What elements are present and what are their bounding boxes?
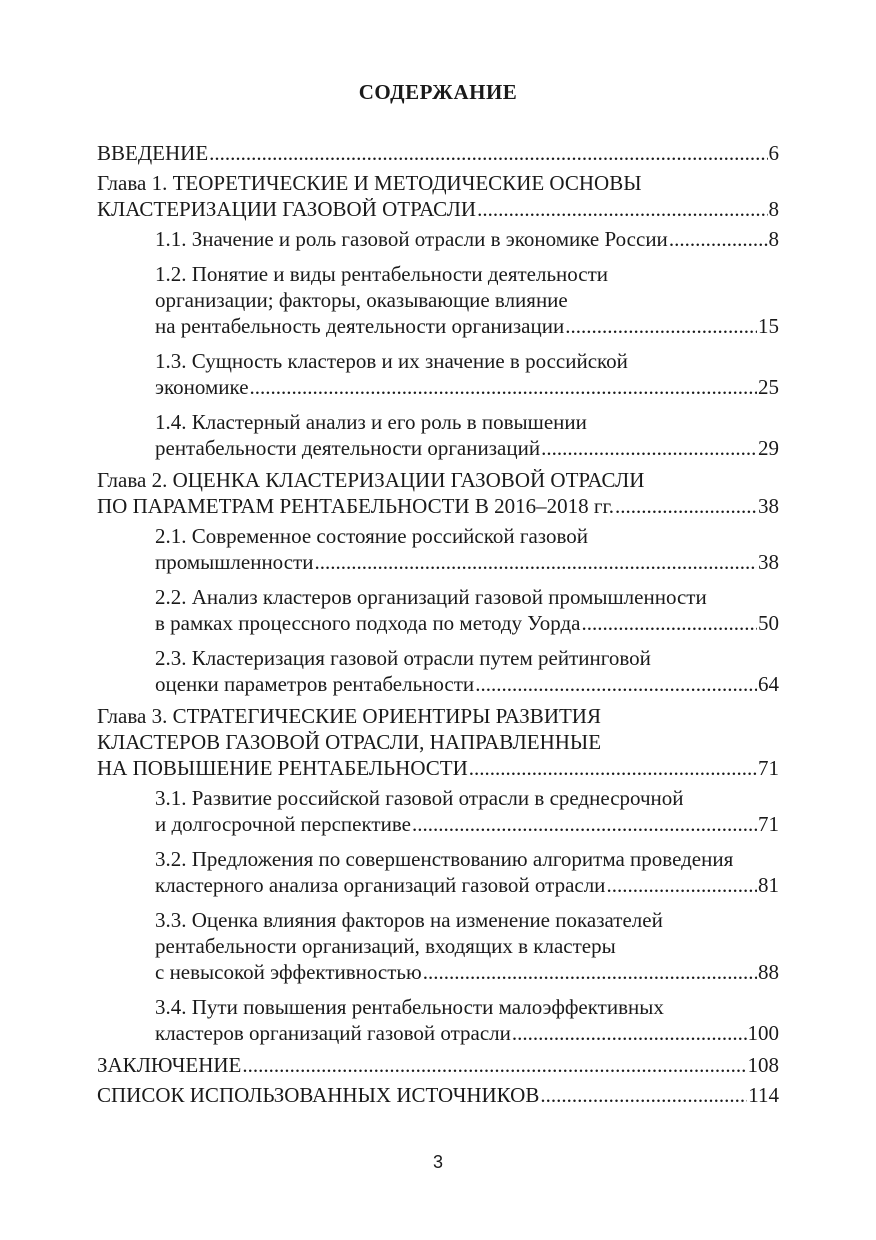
toc-entry-line: с невысокой эффективностью: [155, 960, 422, 984]
toc-page-number: 38: [758, 550, 779, 574]
toc-entry-line: ВВЕДЕНИЕ: [97, 141, 209, 165]
toc-entry-final-line: [97, 493, 779, 519]
toc-chapter-entry: [97, 170, 779, 222]
toc-entry-line: 3.3. Оценка влияния факторов на изменение показателей: [155, 908, 663, 932]
toc-entry-final-line: [155, 959, 779, 985]
dot-leader: [512, 1020, 747, 1046]
toc-page-number: 29: [758, 436, 779, 460]
toc-entry-line: 3.2. Предложения по совершенствованию алгоритма проведения: [155, 847, 734, 871]
toc-entry-line: 2.1. Современное состояние российской газовой: [155, 524, 588, 548]
toc-entry-line: организации; факторы, оказывающие влияние: [155, 288, 568, 312]
toc-entry-line: кластерного анализа организаций газовой отрасли: [155, 873, 606, 897]
toc-section-entry: [97, 226, 779, 252]
toc-entry-line: 2.3. Кластеризация газовой отрасли путем рейтинговой: [155, 646, 651, 670]
dot-leader: [412, 811, 757, 837]
toc-entry-final-line: [155, 549, 779, 575]
toc-section-entry: [97, 261, 779, 339]
toc-entry-line: рентабельности организаций, входящих в кластеры: [155, 934, 616, 958]
toc-section-entry: [97, 994, 779, 1046]
toc-chapter-entry: [97, 1082, 779, 1108]
toc-entry-line: 3.4. Пути повышения рентабельности малоэффективных: [155, 995, 664, 1019]
toc-entry-line: Глава 1. ТЕОРЕТИЧЕСКИЕ И МЕТОДИЧЕСКИЕ ОСНОВЫ: [97, 171, 642, 195]
toc-section-entry: [97, 785, 779, 837]
toc-entry-final-line: [97, 755, 779, 781]
dot-leader: [582, 610, 758, 636]
toc-entry-line: 3.1. Развитие российской газовой отрасли в среднесрочной: [155, 786, 684, 810]
toc-entry-line: ПО ПАРАМЕТРАМ РЕНТАБЕЛЬНОСТИ В 2016–2018 гг.: [97, 494, 614, 518]
toc-entry-line: промышленности: [155, 550, 314, 574]
toc-page-number: 50: [758, 611, 779, 635]
dot-leader: [565, 313, 757, 339]
toc-title: СОДЕРЖАНИЕ: [358, 80, 518, 104]
toc-entry-line: оценки параметров рентабельности: [155, 672, 475, 696]
toc-page-number: 71: [758, 812, 779, 836]
toc-entry-final-line: [97, 1052, 779, 1078]
toc-entry-line: экономике: [155, 375, 249, 399]
table-of-contents: [97, 140, 779, 1112]
dot-leader: [606, 872, 757, 898]
toc-entry-line: кластеров организаций газовой отрасли: [155, 1021, 511, 1045]
toc-section-entry: [97, 584, 779, 636]
toc-page-number: 8: [768, 227, 779, 251]
toc-page-number: 6: [768, 141, 779, 165]
toc-chapter-entry: [97, 140, 779, 166]
toc-entry-line: НА ПОВЫШЕНИЕ РЕНТАБЕЛЬНОСТИ: [97, 756, 468, 780]
toc-entry-line: КЛАСТЕРОВ ГАЗОВОЙ ОТРАСЛИ, НАПРАВЛЕННЫЕ: [97, 730, 602, 754]
toc-page-number: 81: [758, 873, 779, 897]
toc-entry-line: 1.3. Сущность кластеров и их значение в российской: [155, 349, 628, 373]
toc-page-number: 64: [758, 672, 779, 696]
toc-entry-line: Глава 2. ОЦЕНКА КЛАСТЕРИЗАЦИИ ГАЗОВОЙ ОТРАСЛИ: [97, 468, 645, 492]
page-number: 3: [432, 1152, 443, 1172]
dot-leader: [541, 435, 757, 461]
toc-page-number: 25: [758, 375, 779, 399]
toc-entry-final-line: [155, 671, 779, 697]
toc-entry-line: КЛАСТЕРИЗАЦИИ ГАЗОВОЙ ОТРАСЛИ: [97, 197, 477, 221]
dot-leader: [242, 1052, 746, 1078]
toc-section-entry: [97, 907, 779, 985]
dot-leader: [250, 374, 757, 400]
toc-entry-final-line: [97, 196, 779, 222]
toc-entry-line: 1.2. Понятие и виды рентабельности деятельности: [155, 262, 609, 286]
toc-entry-line: 1.1. Значение и роль газовой отрасли в экономике России: [155, 227, 668, 251]
toc-entry-line: 1.4. Кластерный анализ и его роль в повышении: [155, 410, 587, 434]
toc-section-entry: [97, 645, 779, 697]
toc-section-entry: [97, 846, 779, 898]
toc-section-entry: [97, 348, 779, 400]
toc-entry-final-line: [155, 610, 779, 636]
toc-entry-line: на рентабельность деятельности организации: [155, 314, 565, 338]
toc-entry-final-line: [155, 811, 779, 837]
toc-entry-final-line: [97, 1082, 779, 1108]
dot-leader: [615, 493, 757, 519]
toc-chapter-entry: [97, 1052, 779, 1078]
toc-entry-line: ЗАКЛЮЧЕНИЕ: [97, 1053, 242, 1077]
dot-leader: [209, 140, 767, 166]
dot-leader: [469, 755, 757, 781]
dot-leader: [477, 196, 767, 222]
dot-leader: [669, 226, 768, 252]
toc-chapter-entry: [97, 703, 779, 781]
toc-page-number: 114: [748, 1083, 779, 1107]
toc-entry-final-line: [155, 872, 779, 898]
toc-page-number: 108: [747, 1053, 779, 1077]
dot-leader: [475, 671, 757, 697]
toc-page-number: 38: [758, 494, 779, 518]
toc-page-number: 71: [758, 756, 779, 780]
toc-section-entry: [97, 523, 779, 575]
toc-chapter-entry: [97, 467, 779, 519]
dot-leader: [540, 1082, 747, 1108]
toc-entry-line: 2.2. Анализ кластеров организаций газовой промышленности: [155, 585, 707, 609]
dot-leader: [314, 549, 757, 575]
toc-entry-final-line: [155, 374, 779, 400]
toc-entry-final-line: [155, 226, 779, 252]
toc-section-entry: [97, 409, 779, 461]
toc-entry-line: рентабельности деятельности организаций: [155, 436, 541, 460]
toc-entry-final-line: [155, 435, 779, 461]
toc-page-number: 100: [747, 1021, 779, 1045]
toc-entry-line: СПИСОК ИСПОЛЬЗОВАННЫХ ИСТОЧНИКОВ: [97, 1083, 540, 1107]
toc-entry-line: Глава 3. СТРАТЕГИЧЕСКИЕ ОРИЕНТИРЫ РАЗВИТИЯ: [97, 704, 601, 728]
toc-entry-line: в рамках процессного подхода по методу Уорда: [155, 611, 581, 635]
toc-page-number: 88: [758, 960, 779, 984]
toc-entry-final-line: [155, 313, 779, 339]
toc-page-number: 15: [758, 314, 779, 338]
toc-entry-line: и долгосрочной перспективе: [155, 812, 411, 836]
toc-entry-final-line: [97, 140, 779, 166]
toc-entry-final-line: [155, 1020, 779, 1046]
dot-leader: [423, 959, 757, 985]
toc-page-number: 8: [768, 197, 779, 221]
